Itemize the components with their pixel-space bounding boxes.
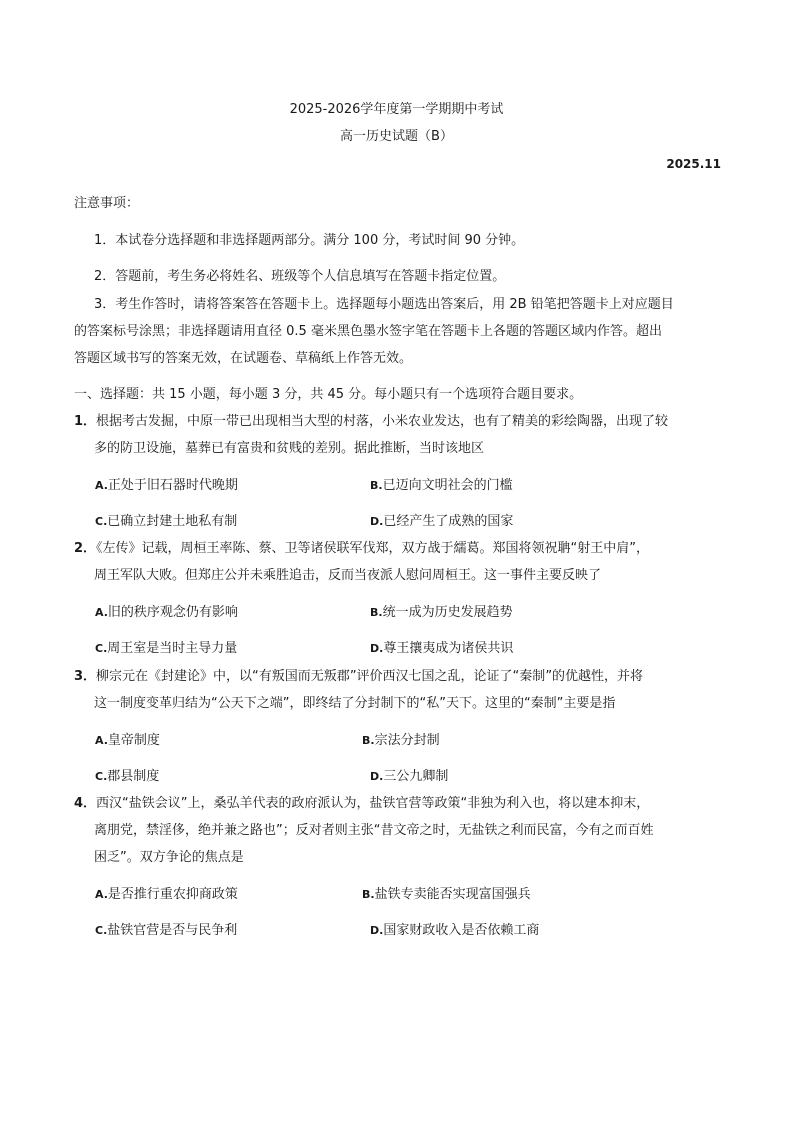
note-1: 1．本试卷分选择题和非选择题两部分。满分 100 分，考试时间 90 分钟。 bbox=[94, 233, 525, 248]
question-3: 3．柳宗元在《封建论》中，以“有叛国而无叛郡”评价西汉七国之乱，论证了“秦制”的优越性，并将 bbox=[74, 669, 644, 684]
q4-option-d: D.国家财政收入是否依赖工商 bbox=[370, 923, 540, 938]
q2-option-c: C.周王室是当时主导力量 bbox=[95, 641, 238, 656]
q2-option-b: B.统一成为历史发展趋势 bbox=[370, 605, 513, 620]
q1-option-a: A.正处于旧石器时代晚期 bbox=[95, 478, 238, 493]
q3-option-c: C.郡县制度 bbox=[95, 769, 160, 784]
section-1-heading: 一、选择题：共 15 小题，每小题 3 分，共 45 分。每小题只有一个选项符合题目要求。 bbox=[74, 387, 583, 402]
question-text: 《左传》记载，周桓王率陈、蔡、卫等诸侯联军伐郑，双方战于繻葛。郑国将领祝聃“射王中肩”， bbox=[96, 541, 650, 556]
exam-title: 2025-2026学年度第一学期期中考试 bbox=[289, 102, 504, 117]
quoted-phrase: 有叛国而无叛郡 bbox=[258, 669, 350, 684]
q4-option-c: C.盐铁官营是否与民争利 bbox=[95, 923, 238, 938]
question-number: 3． bbox=[74, 669, 97, 684]
question-4-line-3: 困乏”。双方争论的焦点是 bbox=[94, 850, 244, 865]
question-text: 根据考古发掘，中原一带已出现相当大型的村落，小米农业发达，也有了精美的彩绘陶器，出现了较 bbox=[96, 414, 669, 429]
quoted-term: 秦制 bbox=[519, 669, 546, 684]
q4-option-b: B.盐铁专卖能否实现富国强兵 bbox=[362, 887, 531, 902]
q3-option-d: D.三公九卿制 bbox=[370, 769, 449, 784]
q4-option-a: A.是否推行重农抑商政策 bbox=[95, 887, 238, 902]
question-2-line-2: 周王军队大败。但郑庄公并未乘胜追击，反而当夜派人慰问周桓王。这一事件主要反映了 bbox=[94, 568, 602, 583]
q1-option-b: B.已迈向文明社会的门槛 bbox=[370, 478, 513, 493]
question-3-line-2: 这一制度变革归结为“公天下之端”，即终结了分封制下的“私”天下。这里的“秦制”主要是指 bbox=[94, 696, 616, 711]
question-1-line-2: 多的防卫设施，墓葬已有富贵和贫贱的差别。据此推断，当时该地区 bbox=[94, 441, 485, 456]
question-number: 1． bbox=[74, 414, 97, 429]
exam-date: 2025.11 bbox=[666, 157, 721, 171]
exam-subtitle: 高一历史试题（B） bbox=[340, 129, 453, 144]
question-4 bbox=[74, 792, 724, 811]
q2-option-a: A.旧的秩序观念仍有影响 bbox=[95, 605, 238, 620]
q3-option-b: B.宗法分封制 bbox=[362, 733, 440, 748]
question-1 bbox=[74, 410, 724, 429]
note-3-line-3: 答题区域书写的答案无效，在试题卷、草稿纸上作答无效。 bbox=[74, 351, 413, 366]
q2-option-d: D.尊王攘夷成为诸侯共识 bbox=[370, 641, 514, 656]
note-2: 2．答题前，考生务必将姓名、班级等个人信息填写在答题卡指定位置。 bbox=[94, 269, 506, 284]
q1-option-d: D.已经产生了成熟的国家 bbox=[370, 514, 514, 529]
q1-option-c: C.已确立封建土地私有制 bbox=[95, 514, 238, 529]
question-text: 西汉“盐铁会议”上，桑弘羊代表的政府派认为，盐铁官营等政策“非独为利入也，将以建本抑末， bbox=[96, 796, 650, 811]
note-3-line-1: 3．考生作答时，请将答案答在答题卡上。选择题每小题选出答案后，用 2B 铅笔把答题卡上对应题目 bbox=[94, 297, 674, 312]
q3-option-a: A.皇帝制度 bbox=[95, 733, 160, 748]
question-2 bbox=[74, 537, 724, 556]
question-4-line-2: 离朋党，禁淫侈，绝并兼之路也”；反对者则主张“昔文帝之时，无盐铁之利而民富，今有之而百姓 bbox=[94, 823, 654, 838]
question-number: 4． bbox=[74, 796, 97, 811]
note-3-line-2: 的答案标号涂黑；非选择题请用直径 0.5 毫米黑色墨水签字笔在答题卡上各题的答题区域内作答。超出 bbox=[74, 324, 662, 339]
question-number: 2． bbox=[74, 541, 97, 556]
notes-heading: 注意事项： bbox=[74, 196, 140, 211]
